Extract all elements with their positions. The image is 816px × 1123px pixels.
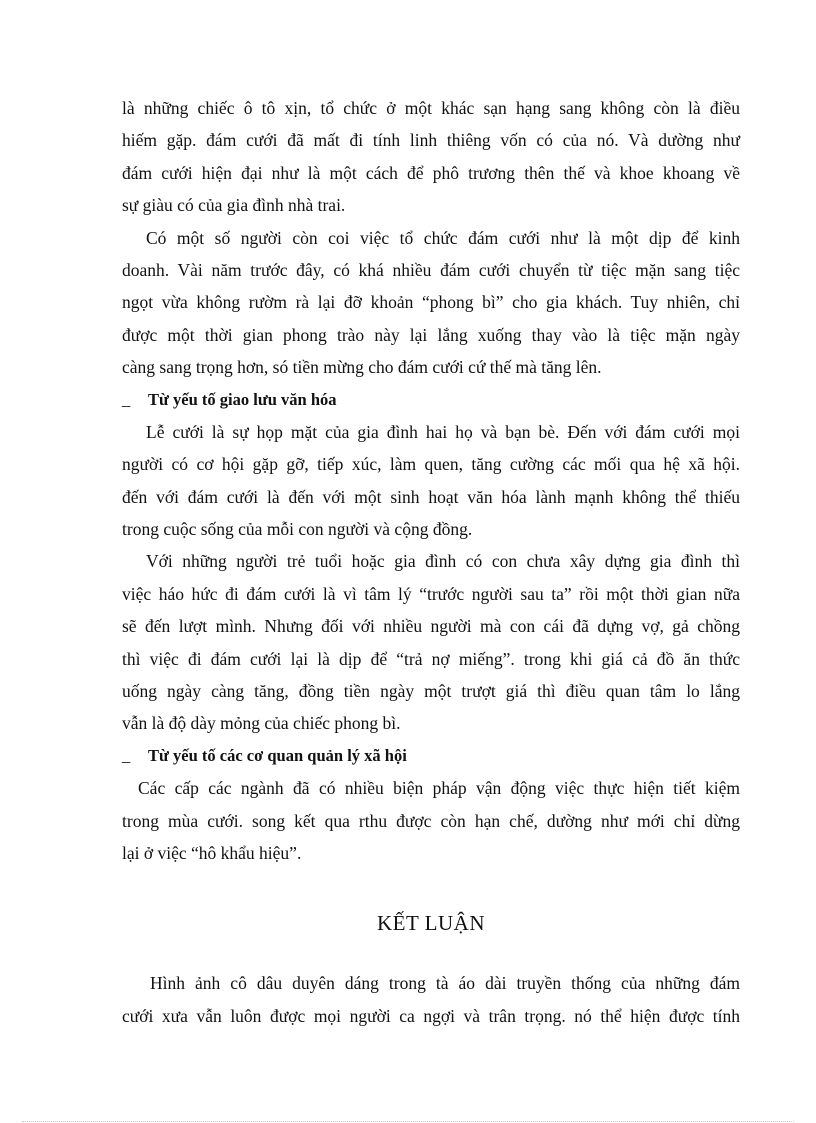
- text-line: được một thời gian phong trào này lại lắng xuống thay vào là tiệc mặn ngày: [122, 324, 740, 345]
- text-line: Lễ cưới là sự họp mặt của gia đình hai họ và bạn bè. Đến với đám cưới mọi: [146, 421, 740, 442]
- section-heading: [122, 740, 740, 772]
- heading-dash: _: [122, 389, 131, 409]
- text-line: là những chiếc ô tô xịn, tổ chức ở một khác sạn hạng sang không còn là điều: [122, 98, 740, 118]
- text-line: hiếm gặp. đám cưới đã mất đi tính linh thiêng vốn có của nó. Và dường như: [122, 130, 740, 151]
- text-line: Với những người trẻ tuổi hoặc gia đình có con chưa xây dựng gia đình thì: [146, 551, 740, 572]
- paragraph: [122, 222, 740, 384]
- section-title: KẾT LUẬN: [376, 911, 485, 936]
- text-line: ngọt vừa không rườm rà lại đỡ khoản “phong bì” cho gia khách. Tuy nhiên, chỉ: [122, 292, 740, 313]
- text-line: việc háo hức đi đám cưới là vì tâm lý “trước người sau ta” rồi một thời gian nữa: [122, 583, 740, 604]
- heading-text: Từ yếu tố giao lưu văn hóa: [148, 389, 337, 409]
- heading-text: Từ yếu tố các cơ quan quản lý xã hội: [148, 745, 407, 765]
- document-page: [122, 92, 740, 1032]
- text-line: cưới xưa vẫn luôn được mọi người ca ngợi và trân trọng. nó thể hiện được tính: [122, 1005, 740, 1026]
- text-line: uống ngày càng tăng, đồng tiền ngày một trượt giá thì điều quan tâm lo lắng: [122, 681, 740, 702]
- text-line: trong cuộc sống của mỗi con người và cộng đồng.: [122, 519, 473, 540]
- paragraph: [122, 772, 740, 869]
- text-line: càng sang trọng hơn, só tiền mừng cho đám cưới cứ thế mà tăng lên.: [122, 357, 602, 378]
- text-line: vẫn là độ dày mỏng của chiếc phong bì.: [122, 713, 401, 734]
- text-line: Các cấp các ngành đã có nhiều biện pháp vận động việc thực hiện tiết kiệm: [138, 778, 740, 799]
- text-line: đến với đám cưới là đến với một sinh hoạt văn hóa lành mạnh không thể thiếu: [122, 486, 740, 507]
- text-line: đám cưới hiện đại như là một cách để phô trương thên thế và khoe khoang về: [122, 162, 740, 183]
- text-line: trong mùa cưới. song kết qua rthu được còn hạn chế, dường như mới chỉ dừng: [122, 810, 740, 831]
- paragraph: [122, 416, 740, 546]
- text-line: người có cơ hội gặp gỡ, tiếp xúc, làm quen, tăng cường các mối qua hệ xã hội.: [122, 454, 740, 475]
- paragraph: [122, 967, 740, 1032]
- paragraph: [122, 545, 740, 739]
- section-heading: [122, 384, 740, 416]
- text-line: sẽ đến lượt mình. Nhưng đối với nhiều người mà con cái đã dựng vợ, gả chồng: [122, 616, 740, 637]
- page-bottom-divider: [22, 1121, 794, 1122]
- heading-dash: _: [122, 745, 131, 765]
- text-line: doanh. Vài năm trước đây, có khá nhiều đám cưới chuyển từ tiệc mặn sang tiệc: [122, 259, 740, 280]
- text-line: sự giàu có của gia đình nhà trai.: [122, 195, 346, 216]
- text-line: lại ở việc “hô khẩu hiệu”.: [122, 842, 302, 863]
- text-line: thì việc đi đám cưới lại là dịp để “trả nợ miếng”. trong khi giá cả đồ ăn thức: [122, 648, 740, 669]
- text-line: Có một số người còn coi việc tổ chức đám cưới như là một dịp để kinh: [146, 227, 740, 248]
- text-line: Hình ảnh cô dâu duyên dáng trong tà áo dài truyền thống của những đám: [150, 973, 740, 994]
- paragraph: [122, 92, 740, 222]
